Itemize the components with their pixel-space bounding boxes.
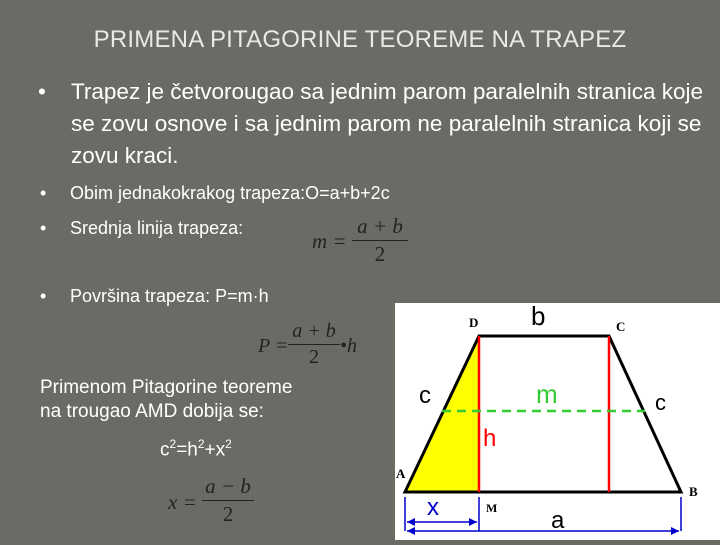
bullet-definition-text: Trapez je četvorougao sa jednim parom paralelnih stranica koje se zovu osnove i sa jednim parom ne paralelnih stranica koji se zovu kraci. [71, 79, 703, 168]
label-side-b: b [531, 303, 546, 331]
eq-exp-2: 2 [197, 437, 205, 451]
label-vertex-d: D [469, 315, 479, 330]
bullet-perimeter [40, 183, 390, 204]
label-vertex-a: A [396, 466, 406, 481]
label-base-a: a [551, 507, 565, 534]
pythagoras-equation [160, 437, 232, 461]
formula-area [258, 320, 368, 378]
pythagoras-line-2: na trougao AMD dobija se: [40, 401, 264, 422]
bullet-perimeter-text: Obim jednakokrakog trapeza:O=a+b+2c [70, 183, 390, 203]
trapezoid-diagram [395, 303, 720, 540]
bullet-dot: • [38, 79, 46, 104]
eq-c: c [160, 439, 170, 461]
bullet-dot: • [40, 183, 47, 203]
formula-midline-denominator: 2 [374, 242, 386, 266]
trapezoid-figure [395, 303, 720, 540]
label-vertex-b: B [689, 484, 698, 499]
formula-area-lhs: P = [258, 335, 289, 357]
formula-area-fraction [288, 320, 340, 369]
label-vertex-c: C [616, 319, 626, 334]
formula-x-numerator: a − b [205, 474, 251, 498]
label-midline-m: m [536, 379, 558, 409]
eq-exp-3: 2 [225, 437, 232, 451]
formula-midline-lhs: m = [312, 229, 347, 253]
formula-midline-numerator: a + b [357, 214, 403, 238]
fraction-bar [202, 500, 254, 501]
bullet-area-text: Površina trapeza: P=m·h [70, 286, 269, 306]
label-leg-c-left: c [419, 382, 431, 409]
label-height-h: h [483, 425, 497, 452]
label-leg-c-right: c [655, 390, 666, 415]
formula-x-lhs: x = [168, 490, 197, 514]
bullet-area [40, 286, 269, 307]
bullet-dot: • [40, 286, 47, 306]
eq-x: +x [204, 439, 226, 461]
formula-x-denominator: 2 [222, 502, 234, 526]
formula-midline [312, 214, 412, 270]
eq-exp-1: 2 [169, 437, 177, 451]
bullet-dot: • [40, 218, 47, 238]
slide-title: PRIMENA PITAGORINE TEOREME NA TRAPEZ [93, 26, 627, 53]
formula-midline-fraction [352, 214, 408, 267]
formula-x-fraction [202, 474, 254, 527]
fraction-bar [288, 344, 340, 345]
bullet-midline [40, 218, 243, 239]
label-point-m: M [486, 501, 498, 515]
fraction-bar [352, 240, 408, 241]
formula-x [168, 474, 268, 534]
bullet-midline-text: Srednja linija trapeza: [70, 218, 244, 238]
bullet-definition [38, 76, 708, 172]
pythagoras-paragraph [40, 376, 292, 424]
formula-area-denominator: 2 [309, 346, 319, 368]
label-x: x [427, 494, 439, 521]
formula-area-numerator: a + b [292, 320, 336, 342]
formula-area-tail: •h [340, 335, 358, 357]
pythagoras-line-1: Primenom Pitagorine teoreme [40, 377, 293, 398]
eq-h: =h [176, 439, 198, 461]
